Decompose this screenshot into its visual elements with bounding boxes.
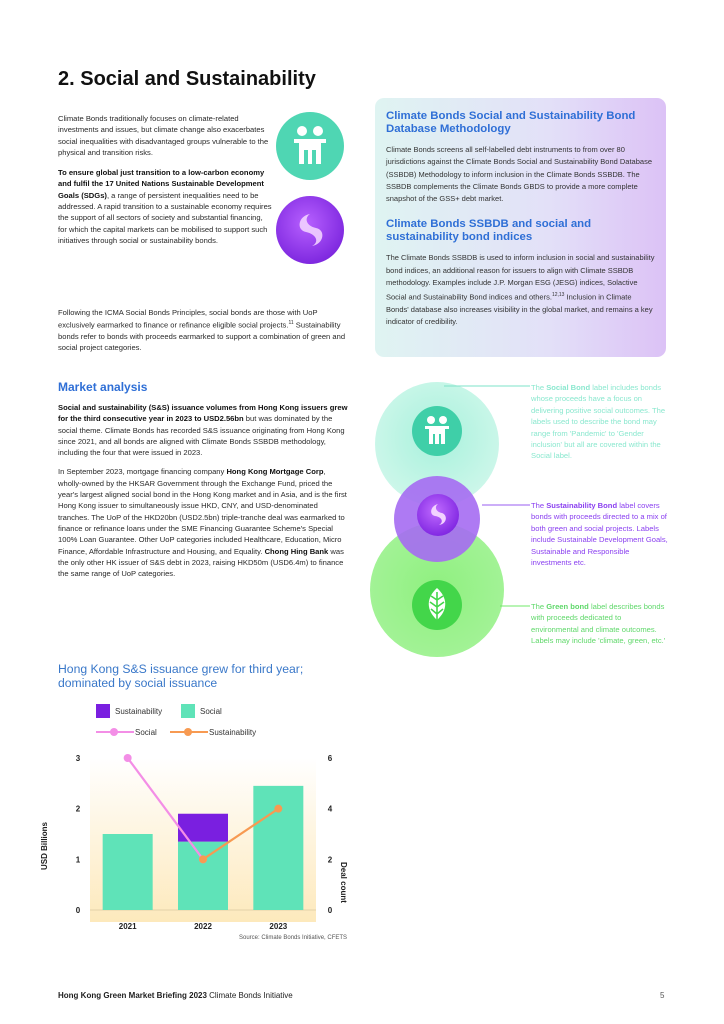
intro-paragraph-1: Climate Bonds traditionally focuses on climate-related investments and issues, but climate change also exacerbates social inequalities with disadvantaged groups vulnerable to the physical and transition risks.	[58, 114, 269, 157]
y2-tick-label: 6	[327, 754, 333, 763]
sustainability-deal-count-point	[274, 805, 282, 813]
y-tick-label: 1	[75, 855, 81, 865]
footer-report-title: Hong Kong Green Market Briefing 2023	[58, 991, 207, 1000]
footnote-11: 11	[288, 320, 294, 327]
intro-p2-bold: To ensure global just transition to a low-carbon economy and fulfil the 17 United Nations Sustainable Development Goals (SDGs)	[58, 168, 265, 200]
green-bond-leaf-icon	[412, 580, 462, 630]
intro-paragraph-2	[58, 167, 272, 246]
x-tick-label-2023: 2023	[269, 922, 288, 931]
bar-social-2023	[253, 786, 303, 910]
sustainability-swirl-icon	[276, 196, 344, 264]
y2-tick-label: 0	[327, 906, 333, 915]
panel-heading-2: Climate Bonds SSBDB and social and sustainability bond indices	[386, 218, 592, 244]
legend-label-social-line: Social	[135, 728, 157, 737]
intro-text-3	[58, 307, 348, 354]
legend-label-sustainability-bar: Sustainability	[115, 707, 163, 716]
green-bond-annotation: The Green bond label describes bonds with proceeds dedicated to environmental and climate outcomes. Labels may include 'climate, green, etc.'	[531, 602, 666, 646]
legend-swatch-sustainability-bar	[96, 704, 110, 718]
chart-source: Source: Climate Bonds Initiative, CFETS	[239, 935, 348, 941]
market-paragraph-2: In September 2023, mortgage financing company Hong Kong Mortgage Corp, wholly-owned by the HKSAR Government through the Exchange Fund, priced the year's largest aligned social bond in the Hong Kong market and in Asia, and is the first Hong Kong issuer to simultaneously issue HKD, CNY, and USD-denominated tranches. The UoP of the HKD20bn (USD2.5bn) triple-tranche deal was earmarked to finance or refinance loans under the SME Financing Guarantee Scheme's Special 100% Loan Guarantee. Other UoP categories included Healthcare, Education, Micro Finance, Affordable Infrastructure and Housing, and Equality. Chong Hing Bank was the only other HK issuer of S&S debt in 2023, raising HKD50m (USD6.4m) to finance the same range of UoP categories.	[58, 467, 347, 579]
legend-swatch-social-bar	[181, 704, 195, 718]
intro-text	[58, 113, 272, 246]
market-analysis-heading: Market analysis	[58, 380, 148, 394]
page-number: 5	[660, 991, 665, 1000]
methodology-panel-content	[386, 110, 656, 329]
y-tick-label: 2	[75, 804, 81, 814]
panel-heading-1: Climate Bonds Social and Sustainability Bond Database Methodology	[386, 110, 636, 135]
chart-title: Hong Kong S&S issuance grew for third year; dominated by social issuance	[58, 662, 304, 690]
legend-swatch-sustainability-line	[170, 726, 210, 738]
y-tick-label: 0	[75, 906, 81, 915]
social-bond-icon	[412, 406, 462, 456]
footer-left	[58, 991, 293, 1000]
panel-paragraph-2: The Climate Bonds SSBDB is used to inform inclusion in social and sustainability bond indices, an additional reason for issuers to align with Climate SSBDB methodology. Examples include J.P. Morgan ESG (JESG) indices, Solactive Social and Sustainability Bond indices and others.$^{12,13}$ Inclusion in Climate Bonds' database also increases visibility in the global market, and remains a key indicator of credibility.	[386, 253, 655, 327]
y-axis-label: USD Billions	[40, 821, 49, 870]
page-title: 2. Social and Sustainability	[58, 68, 316, 90]
x-tick-label-2022: 2022	[194, 922, 212, 931]
y2-axis-label: Deal count	[339, 862, 348, 903]
intro-p2-rest: , a range of persistent inequalities need to be addressed. A rapid transition to a sustainable economy requires the support of all sectors of society and substantial financing, for which the capital markets can be mobilised to support such initiatives through social or sustainability bonds.	[58, 190, 272, 245]
market-paragraph-1: Social and sustainability (S&S) issuance volumes from Hong Kong issuers grew for the third consecutive year in 2023 to USD2.56bn but was dominated by the social theme. Climate Bonds has recorded S&S issuance originating from Hong Kong since 2021, and all bonds are aligned with Climate Bonds SSBDB methodology, including the four that were issued in 2023.	[58, 403, 348, 458]
legend-label-sustainability-line: Sustainability	[209, 728, 257, 737]
social-people-icon	[276, 112, 344, 180]
issuance-chart	[56, 740, 356, 940]
sustainability-bond-icon	[417, 494, 459, 536]
sustainability-bond-annotation: The Sustainability Bond label covers bonds with proceeds directed to a mix of both green and social projects. Labels include Sustainable Development Goals, Sustainable and Responsible investments etc.	[531, 501, 668, 568]
bar-social-2022	[178, 842, 228, 910]
sustainability-deal-count-point	[199, 855, 207, 863]
legend-label-social-bar: Social	[200, 707, 222, 716]
social-deal-count-point	[124, 754, 132, 762]
social-bond-annotation: The Social Bond label includes bonds whose proceeds have a focus on delivering positive social outcomes. The labels used to describe the bond may range from 'Pandemic' to 'Gender inclusion' but all are covered within the Social label.	[531, 383, 666, 461]
panel-paragraph-1: Climate Bonds screens all self-labelled debt instruments to from over 80 jurisdictions against the Climate Bonds Social and Sustainability Bond Database (SSBDB) Methodology to inform inclusion in the Climate Bonds SSBDB. The SSBDB complements the Climate Bonds GBDS to provide a more complete snapshot of the GSS+ debt market.	[386, 145, 652, 204]
market-analysis-text	[58, 402, 348, 579]
legend-swatch-social-line	[96, 726, 136, 738]
bar-social-2021	[103, 834, 153, 910]
y-tick-label: 3	[75, 754, 81, 763]
footer-org: Climate Bonds Initiative	[209, 991, 293, 1000]
x-tick-label-2021: 2021	[118, 922, 137, 931]
y2-tick-label: 2	[327, 855, 333, 865]
y2-tick-label: 4	[327, 804, 333, 814]
intro-paragraph-3: Following the ICMA Social Bonds Principles, social bonds are those with UoP exclusively earmarked to finance or refinance eligible social projects.$^{11}$ Sustainability bonds refer to bonds with proceeds earmarked to support a combination of green and social project categories.	[58, 308, 346, 353]
